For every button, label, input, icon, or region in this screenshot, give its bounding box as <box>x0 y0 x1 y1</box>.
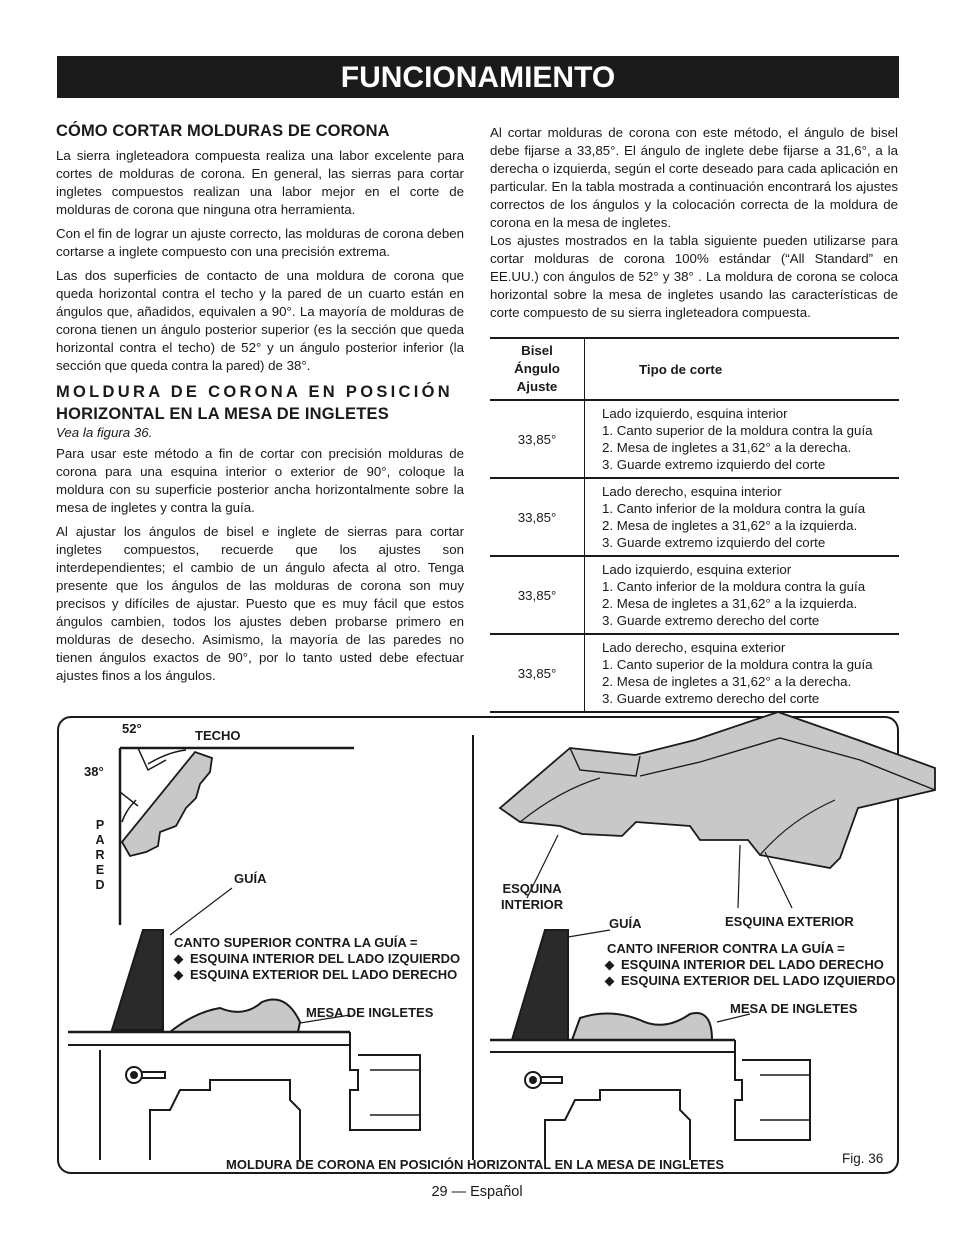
label-angle-52: 52° <box>122 721 142 736</box>
diamond-bullet-icon <box>174 970 184 980</box>
cut-step: 1. Canto superior de la moldura contra la guía <box>602 423 873 439</box>
bevel-value: 33,85° <box>490 634 585 712</box>
page-footer: 29 — Español <box>431 1184 523 1200</box>
cut-step: 2. Mesa de ingletes a 31,62° a la izquierda. <box>602 518 858 533</box>
label-text: INTERIOR <box>501 897 564 912</box>
leader-line <box>170 888 232 935</box>
paragraph: Los ajustes mostrados en la tabla siguiente pueden utilizarse para cortar molduras de corona 100% estándar (“All Standard” en EE.UU.) con ángulos de 52° y 38° . La moldura de corona se coloca horizontal sobre la mesa de ingletes usando las características de corte compuesto de su sierra ingleteadora compuesta. <box>490 233 898 320</box>
cut-step: 1. Canto inferior de la moldura contra la guía <box>602 501 866 517</box>
figure-number: Fig. 36 <box>842 1151 884 1166</box>
paragraph: Al ajustar los ángulos de bisel e inglete de sierras para cortar ingletes compuestos, recuerde que los ajustes son interdependientes; el cambio de un ángulo afecta al otro. Tenga presente que los ángulos de las molduras de corona son muy precisos y difíciles de ajustar. Puesto que es muy fácil que estos ángulos cambien, todos los ajustes deben probarse primero en molduras de desecho. Asimismo, la mayoría de las paredes no tienen ángulos exactos de 90°, por lo tanto usted debe efectuar ajustes finos a los ángulos. <box>56 524 464 683</box>
label-bullet <box>172 967 457 983</box>
label-mesa-left: MESA DE INGLETES <box>306 1005 434 1020</box>
cut-title: Lado izquierdo, esquina interior <box>602 406 788 422</box>
label-esquina-exterior: ESQUINA EXTERIOR <box>725 914 854 929</box>
label-canto-superior: CANTO SUPERIOR CONTRA LA GUÍA = <box>174 935 418 950</box>
leader-line <box>738 845 740 908</box>
fence-left <box>112 930 163 1030</box>
label-letter: E <box>95 863 105 877</box>
paragraph: Para usar este método a fin de cortar con precisión molduras de corona para una esquina interior o exterior de 90°, coloque la moldura con su superficie posterior ancha horizontalmente sobre la mesa de ingletes y contra la guía. <box>56 446 464 515</box>
bevel-value: 33,85° <box>490 400 585 478</box>
cut-step: 2. Mesa de ingletes a 31,62° a la izquierda. <box>602 596 858 611</box>
label-letter: P <box>95 818 105 832</box>
diamond-bullet-icon <box>605 976 615 986</box>
label-bullet-text: ESQUINA INTERIOR DEL LADO IZQUIERDO <box>190 951 461 966</box>
heading-line: MOLDURA DE CORONA EN POSICIÓN <box>56 383 453 401</box>
diamond-bullet-icon <box>174 954 184 964</box>
cut-title: Lado izquierdo, esquina exterior <box>602 562 792 578</box>
angle-arc <box>148 750 186 764</box>
leader-line <box>568 930 610 937</box>
molding-on-table-left <box>170 1000 300 1033</box>
label-mesa-right: MESA DE INGLETES <box>730 1001 858 1016</box>
cut-title: Lado derecho, esquina exterior <box>602 640 786 656</box>
paragraph: Las dos superficies de contacto de una moldura de corona que queda horizontal contra el techo y la pared de un cuarto están en ángulos que, añadidos, equivalen a 90°. La mayoría de molduras de corona tienen un ángulo posterior superior (es la sección que queda horizontal contra el techo) de 52° y un ángulo posterior inferior (la sección que queda contra la pared) de 38°. <box>56 268 464 373</box>
paragraph: Con el fin de lograr un ajuste correcto, las molduras de corona deben cortarse a inglete compuesto con una precisión extrema. <box>56 226 465 259</box>
label-letter: A <box>95 833 105 847</box>
label-bullet <box>172 951 460 967</box>
label-techo: TECHO <box>195 728 241 743</box>
diamond-bullet-icon <box>605 960 615 970</box>
label-letter: D <box>95 878 105 892</box>
heading-crown-molding: CÓMO CORTAR MOLDURAS DE CORONA <box>56 122 390 140</box>
label-pared <box>93 818 107 893</box>
section-banner: FUNCIONAMIENTO <box>57 56 899 98</box>
cut-step: 1. Canto superior de la moldura contra la guía <box>602 657 873 673</box>
label-letter: R <box>95 848 105 862</box>
label-guia-right: GUÍA <box>609 916 642 931</box>
paragraph: Al cortar molduras de corona con este método, el ángulo de bisel debe fijarse a 33,85°. El ángulo de inglete debe fijarse a 31,6°, a la derecha o izquierda, según el corte deseado para cada aplicación en particular. En la tabla mostrada a continuación encontrará los ajustes correctos de los ángulos y la colocación correcta de la moldura de corona en la mesa de ingletes. <box>490 125 898 230</box>
cut-step: 3. Guarde extremo derecho del corte <box>602 612 820 628</box>
label-bullet <box>603 973 895 989</box>
header-text: Ángulo <box>514 361 560 376</box>
label-bullet-text: ESQUINA EXTERIOR DEL LADO DERECHO <box>190 967 458 982</box>
cut-step: 3. Guarde extremo derecho del corte <box>602 690 820 706</box>
cut-step: 3. Guarde extremo izquierdo del corte <box>602 456 826 472</box>
label-guia-left: GUÍA <box>234 871 267 886</box>
cut-step: 3. Guarde extremo izquierdo del corte <box>602 534 826 550</box>
cut-title: Lado derecho, esquina interior <box>602 484 782 500</box>
crown-assembly <box>500 712 935 868</box>
angle-arc <box>122 800 136 822</box>
header-cut-type: Tipo de corte <box>585 338 900 400</box>
angle-38-marker <box>120 792 138 806</box>
fence-right <box>512 930 568 1040</box>
bevel-value: 33,85° <box>490 478 585 556</box>
molding-on-table-right <box>572 1013 712 1040</box>
angle-52-marker <box>138 748 166 770</box>
header-text: Ajuste <box>516 379 558 394</box>
paragraph: La sierra ingleteadora compuesta realiza una labor excelente para cortes de molduras de corona. En general, las sierras para cortar ingletes compuestos realizan una labor mejor en el corte de molduras de corona que ninguna otra herramienta. <box>56 148 464 217</box>
figure-caption: MOLDURA DE CORONA EN POSICIÓN HORIZONTAL EN LA MESA DE INGLETES <box>226 1157 725 1172</box>
label-angle-38: 38° <box>84 764 104 779</box>
heading-line: HORIZONTAL EN LA MESA DE INGLETES <box>56 405 389 423</box>
cut-step: 2. Mesa de ingletes a 31,62° a la derecha. <box>602 674 852 689</box>
label-bullet-text: ESQUINA INTERIOR DEL LADO DERECHO <box>621 957 884 972</box>
figure-reference: Vea la figura 36. <box>56 425 153 440</box>
label-bullet <box>603 957 884 973</box>
label-canto-inferior: CANTO INFERIOR CONTRA LA GUÍA = <box>607 941 845 956</box>
header-text: Bisel <box>521 343 553 358</box>
cut-step: 2. Mesa de ingletes a 31,62° a la derecha. <box>602 440 852 455</box>
bevel-value: 33,85° <box>490 556 585 634</box>
label-text: ESQUINA <box>502 881 562 896</box>
cut-step: 1. Canto inferior de la moldura contra la guía <box>602 579 866 595</box>
label-esquina-interior <box>501 881 563 913</box>
label-bullet-text: ESQUINA EXTERIOR DEL LADO IZQUIERDO <box>621 973 896 988</box>
